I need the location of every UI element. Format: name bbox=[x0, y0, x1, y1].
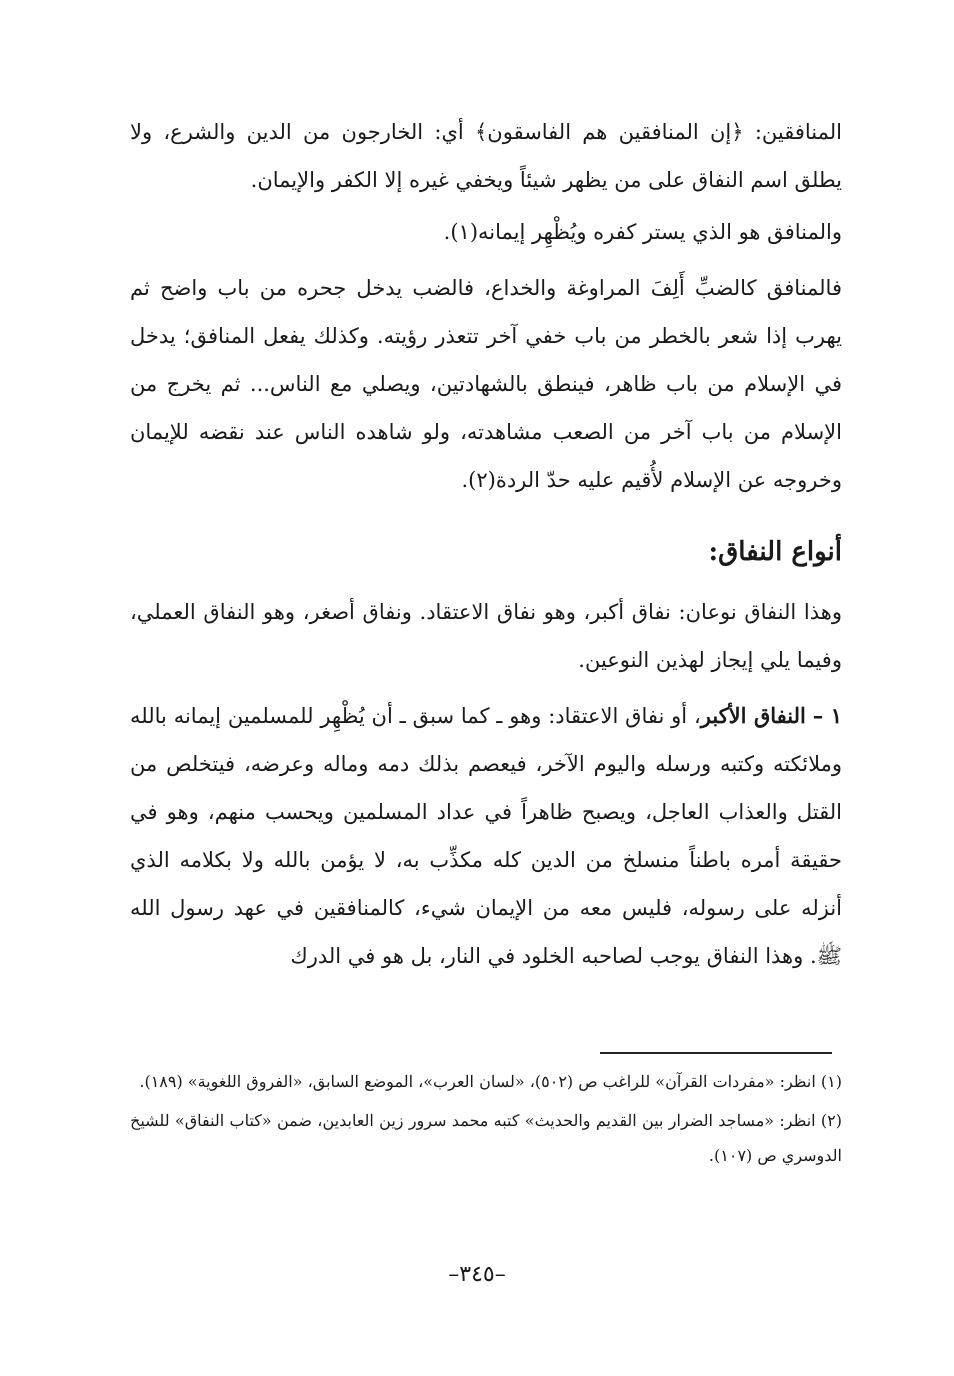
item-number: ١ – bbox=[812, 703, 842, 728]
paragraph-1: المنافقين: ﴿إن المنافقين هم الفاسقون﴾ أي: الخارجون من الدين والشرع، ولا يطلق اسم النفاق على من يظهر شيئاً ويخفي غيره إلا الكفر والإيمان. bbox=[130, 120, 842, 192]
footnotes bbox=[130, 1064, 842, 1177]
paragraph-2: والمنافق هو الذي يستر كفره ويُظْهِر إيمانه(١). bbox=[443, 220, 842, 244]
footnote-2: (٢) انظر: «مساجد الضرار بين القديم والحديث» كتبه محمد سرور زين العابدين، ضمن «كتاب النفاق» للشيخ الدوسري ص (١٠٧). bbox=[130, 1111, 842, 1165]
item-body: ، أو نفاق الاعتقاد: وهو ـ كما سبق ـ أن يُظْهِر للمسلمين إيمانه بالله وملائكته وكتبه ورسله واليوم الآخر، فيعصم بذلك دمه وماله وعرضه، فيتخلص من القتل والعذاب العاجل، ويصبح ظاهراً في عداد المسلمين ويحسب منهم، وهو في حقيقة أمره باطناً منسلخ من الدين كله مكذِّب به، لا يؤمن بالله ولا بكلامه الذي أنزله على رسوله، فليس معه من الإيمان شيء، كالمنافقين في عهد رسول الله ﷺ. وهذا النفاق يوجب لصاحبه الخلود في النار، بل هو في الدرك bbox=[130, 704, 842, 968]
footnote-1: (١) انظر: «مفردات القرآن» للراغب ص (٥٠٢)، «لسان العرب»، الموضع السابق، «الفروق اللغوية» (١٨٩). bbox=[139, 1072, 842, 1091]
page-number: –٣٤٥– bbox=[448, 1262, 506, 1287]
section-heading: أنواع النفاق: bbox=[708, 537, 842, 567]
paragraph-4: وهذا النفاق نوعان: نفاق أكبر، وهو نفاق الاعتقاد. ونفاق أصغر، وهو النفاق العملي، وفيما يلي إيجاز لهذين النوعين. bbox=[130, 600, 842, 672]
paragraph-3: فالمنافق كالضبِّ أَلِفَ المراوغة والخداع، فالضب يدخل جحره من باب واضح ثم يهرب إذا شعر بالخطر من باب خفي آخر تتعذر رؤيته. وكذلك يفعل المنافق؛ يدخل في الإسلام من باب ظاهر، فينطق بالشهادتين، ويصلي مع الناس... ثم يخرج من الإسلام من باب آخر من الصعب مشاهدته، ولو شاهده الناس عند نقضه للإيمان وخروجه عن الإسلام لأُقيم عليه حدّ الردة(٢). bbox=[130, 276, 842, 492]
footnote-divider bbox=[600, 1052, 832, 1054]
item-title: النفاق الأكبر bbox=[700, 703, 806, 728]
main-text bbox=[130, 108, 842, 980]
paragraph-5 bbox=[130, 692, 842, 980]
